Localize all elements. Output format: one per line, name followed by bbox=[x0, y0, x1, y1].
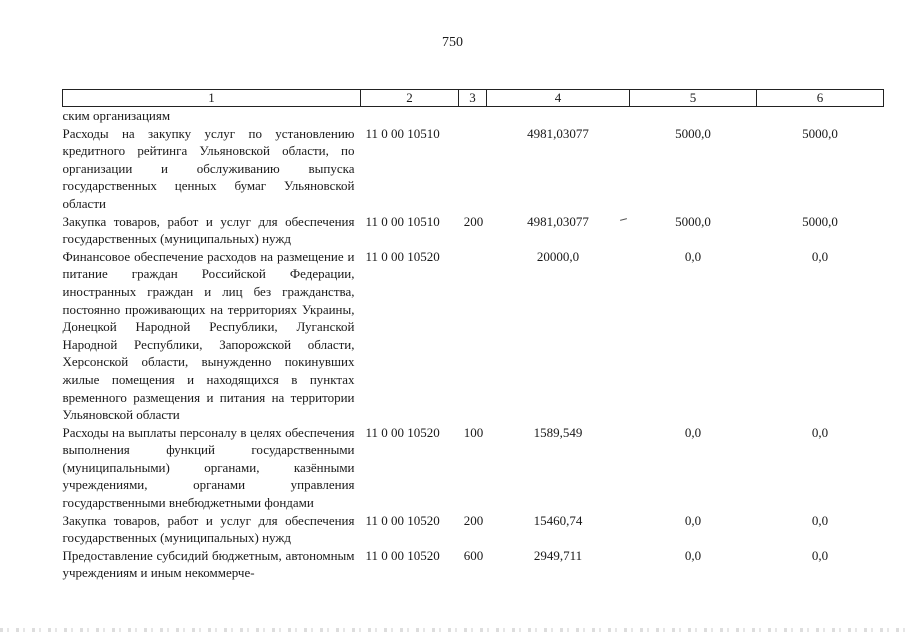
row-description: Предоставление субсидий бюджетным, автономным учреждениям и иным некоммерче- bbox=[62, 547, 355, 581]
row-description: Расходы на закупку услуг по установлению кредитного рейтинга Ульяновской области, по организации и обслуживанию выпуска государственных ценных бумаг Ульяновской области bbox=[62, 125, 355, 211]
table-row bbox=[63, 248, 884, 424]
row-code: 11 0 00 10510 bbox=[365, 213, 440, 229]
row-description: Финансовое обеспечение расходов на размещение и питание граждан Российской Федерации, иностранных граждан и лиц без гражданства, постоянно проживающих на территориях Украины, Донецкой Народной Республики, Луганской Народной Республики, Запорожской области, Херсонской области, вынужденно покинувших жилые помещения и находящихся в пунктах временного размещения и питания на территории Ульяновской области bbox=[62, 248, 355, 423]
row-value-col5: 0,0 bbox=[684, 512, 702, 528]
row-value-col5: 0,0 bbox=[684, 547, 702, 563]
row-description: Закупка товаров, работ и услуг для обеспечения государственных (муниципальных) нужд bbox=[62, 213, 355, 247]
row-code: 11 0 00 10520 bbox=[365, 248, 440, 264]
table-row bbox=[63, 547, 884, 582]
row-expense-type bbox=[459, 248, 487, 424]
row-value-col6 bbox=[757, 107, 884, 125]
column-header: 2 bbox=[361, 90, 459, 107]
row-value-col6: 0,0 bbox=[811, 248, 829, 264]
row-value-col4: 1589,549 bbox=[533, 424, 583, 440]
table-row bbox=[63, 107, 884, 125]
table-row bbox=[63, 512, 884, 547]
row-value-col4: 15460,74 bbox=[533, 512, 583, 528]
row-value-col4: 20000,0 bbox=[536, 248, 580, 264]
row-expense-type: 200 bbox=[463, 512, 484, 528]
scan-artifact bbox=[0, 628, 905, 632]
row-value-col4: 4981,03077 bbox=[527, 213, 589, 229]
page-number: 750 bbox=[442, 35, 463, 50]
row-description: Закупка товаров, работ и услуг для обеспечения государственных (муниципальных) нужд bbox=[62, 512, 355, 546]
column-header: 6 bbox=[757, 90, 884, 107]
row-description: Расходы на выплаты персоналу в целях обеспечения выполнения функций государственными (муниципальными) органами, казёнными учреждениями, органами управления государственными внебюджетными фондами bbox=[62, 424, 355, 511]
table-header-row bbox=[63, 90, 884, 107]
column-header: 5 bbox=[630, 90, 757, 107]
table-row bbox=[63, 213, 884, 248]
row-value-col6: 0,0 bbox=[811, 512, 829, 528]
row-code: 11 0 00 10520 bbox=[365, 512, 440, 528]
column-header: 1 bbox=[63, 90, 361, 107]
column-header: 3 bbox=[459, 90, 487, 107]
budget-table bbox=[62, 89, 884, 582]
row-expense-type bbox=[459, 125, 487, 213]
row-expense-type: 600 bbox=[463, 547, 484, 563]
row-expense-type: 200 bbox=[463, 213, 484, 229]
row-value-col6: 5000,0 bbox=[802, 213, 838, 229]
row-expense-type: 100 bbox=[463, 424, 484, 440]
row-value-col5: 5000,0 bbox=[675, 125, 711, 141]
row-code: 11 0 00 10520 bbox=[365, 424, 440, 440]
row-value-col6: 0,0 bbox=[811, 424, 829, 440]
row-value-col5: 5000,0 bbox=[675, 213, 711, 229]
row-code: 11 0 00 10520 bbox=[365, 547, 440, 563]
row-value-col4: 2949,711 bbox=[533, 547, 583, 563]
row-expense-type bbox=[459, 107, 487, 125]
column-header: 4 bbox=[487, 90, 630, 107]
table-row bbox=[63, 424, 884, 512]
row-value-col4: 4981,03077 bbox=[527, 125, 589, 141]
row-code: 11 0 00 10510 bbox=[365, 125, 440, 141]
table-row bbox=[63, 125, 884, 213]
row-value-col6: 5000,0 bbox=[802, 125, 838, 141]
row-description: ским организациям bbox=[62, 108, 171, 123]
row-value-col5 bbox=[630, 107, 757, 125]
row-value-col5: 0,0 bbox=[684, 424, 702, 440]
row-code bbox=[361, 107, 459, 125]
row-value-col6: 0,0 bbox=[811, 547, 829, 563]
row-value-col5: 0,0 bbox=[684, 248, 702, 264]
row-value-col4 bbox=[487, 107, 630, 125]
